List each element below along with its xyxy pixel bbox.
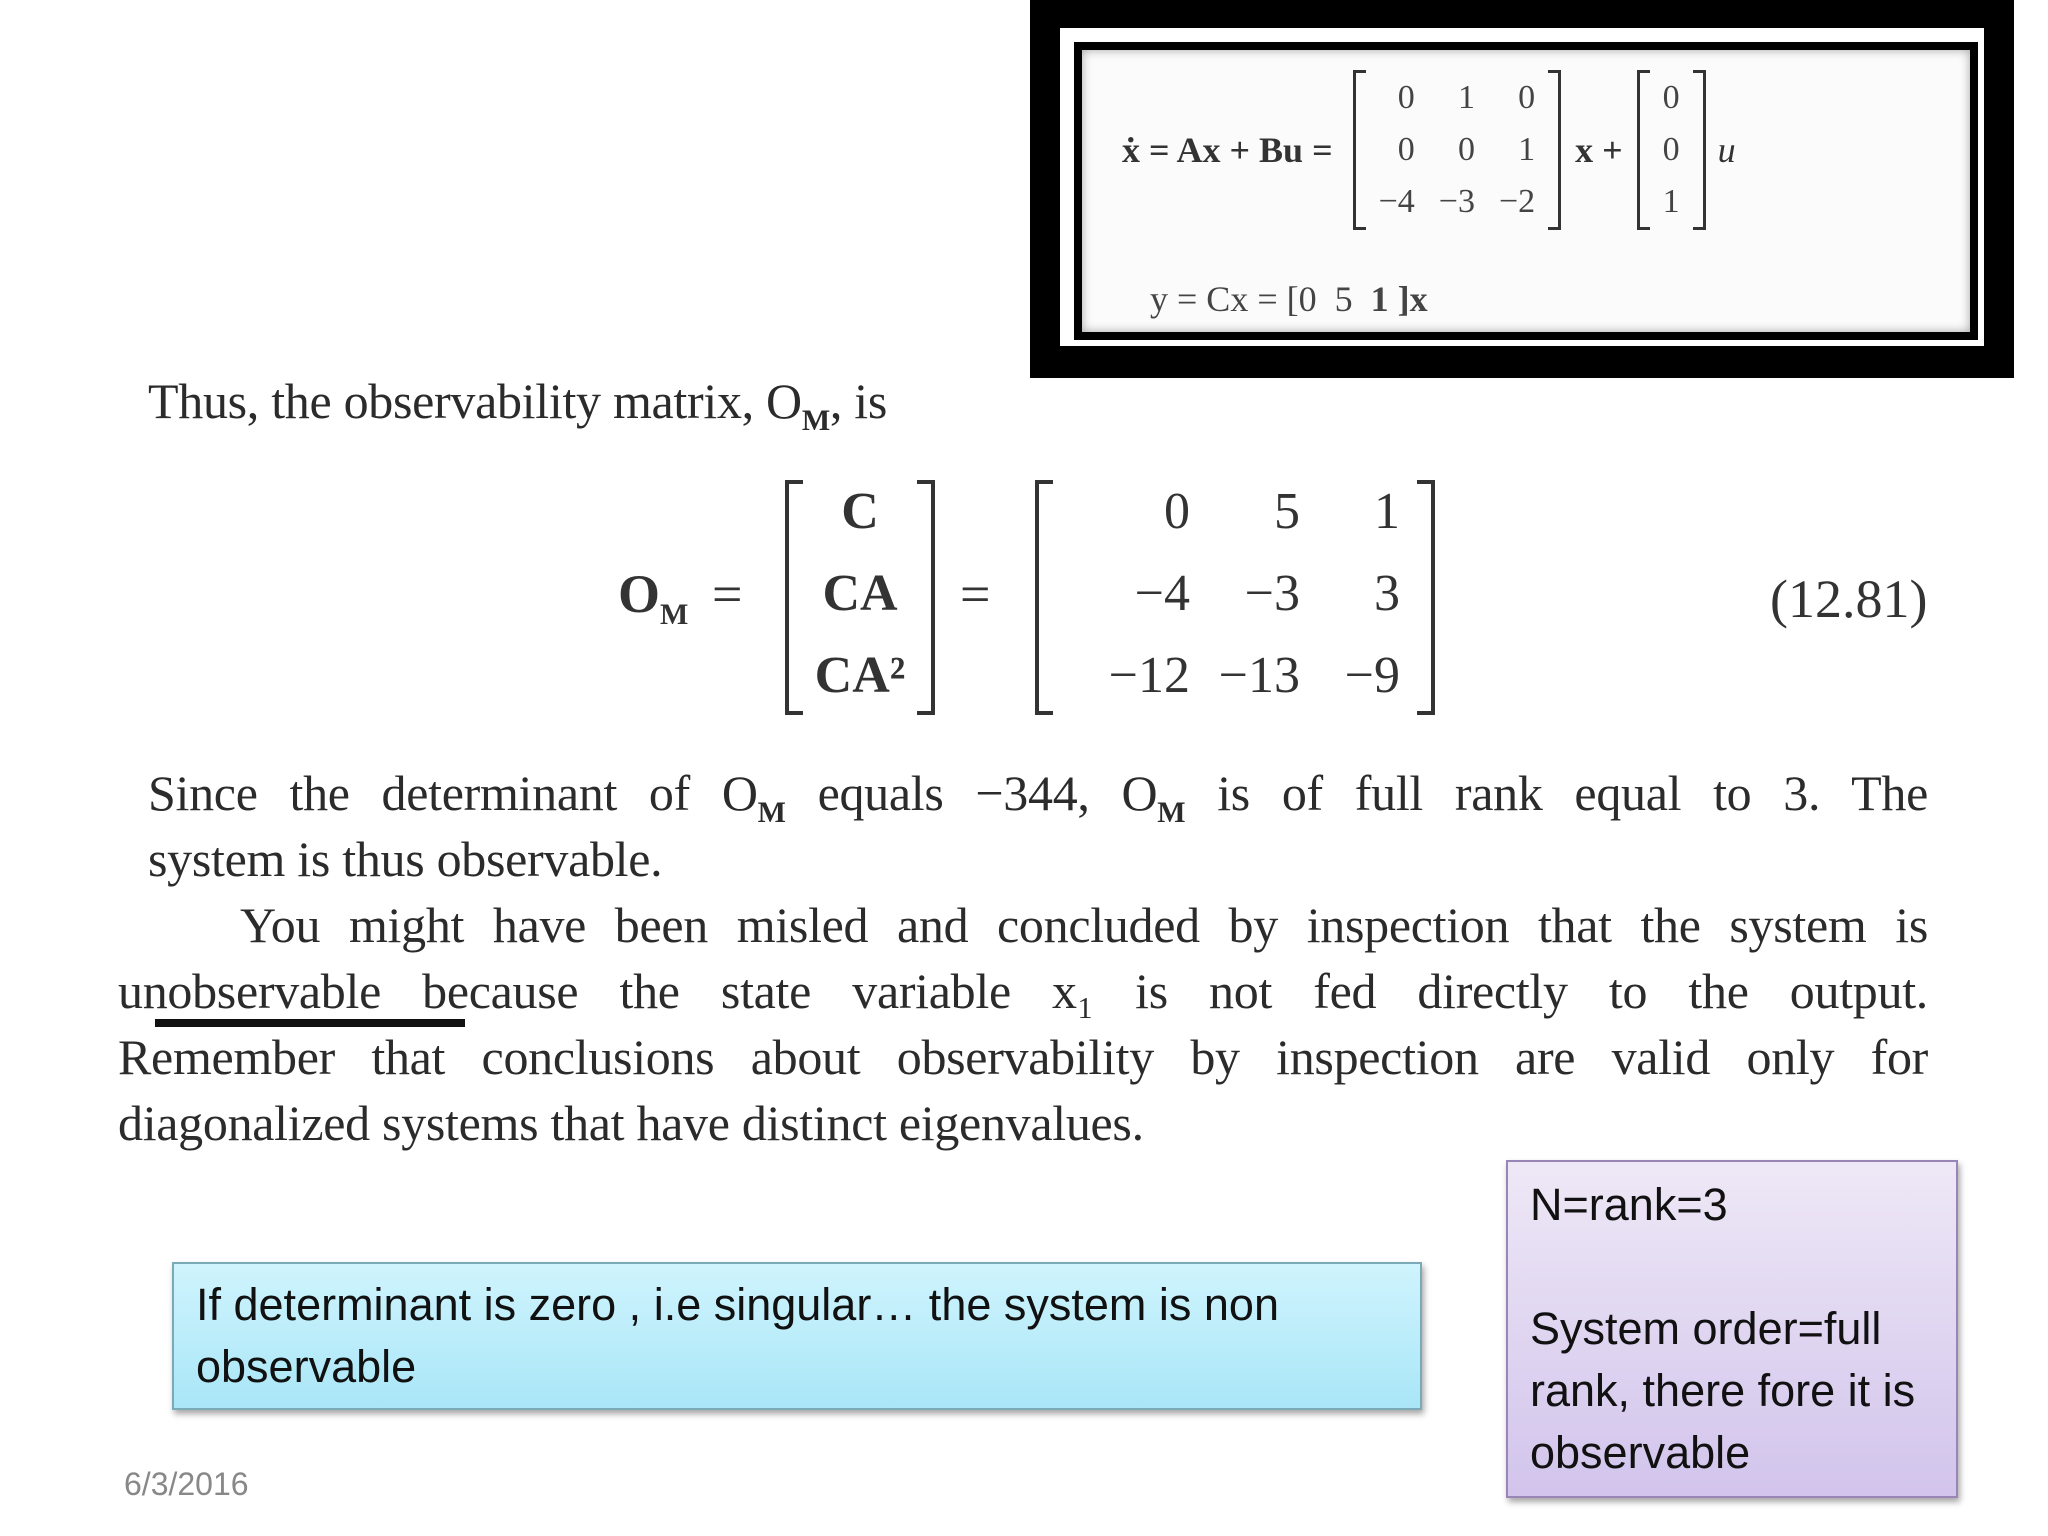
om-row-ca2: CA² bbox=[814, 647, 906, 704]
matrix-b-cell: 0 bbox=[1662, 79, 1680, 116]
om-lhs bbox=[618, 563, 688, 632]
matrix-b bbox=[1637, 70, 1706, 230]
para2-line1: You might have been misled and concluded by inspection that the system is bbox=[240, 897, 1928, 953]
para1-line2: system is thus observable. bbox=[148, 831, 663, 887]
matrix-a-cell: 1 bbox=[1457, 79, 1475, 116]
om-cell: 3 bbox=[1374, 565, 1400, 622]
matrix-a-cell: 0 bbox=[1457, 131, 1475, 168]
para1-text-c: equals −344, O bbox=[785, 765, 1158, 821]
om-cell: 5 bbox=[1274, 483, 1300, 540]
om-symbolic-matrix bbox=[785, 480, 935, 715]
matrix-a-cell: −4 bbox=[1378, 183, 1415, 220]
rank-callout bbox=[1506, 1160, 1958, 1498]
rank-callout-line2: System order=full rank, there fore it is observable bbox=[1530, 1303, 1916, 1478]
om-symbol: O bbox=[618, 564, 661, 624]
equation-frame bbox=[1030, 0, 2014, 378]
equals-sign-1: = bbox=[712, 564, 743, 624]
equation-number: (12.81) bbox=[1770, 569, 1928, 629]
intro-subscript: M bbox=[801, 404, 830, 437]
para1-sub-2: M bbox=[1157, 796, 1186, 829]
matrix-a-cell: −2 bbox=[1498, 183, 1536, 220]
om-cell: −12 bbox=[1108, 647, 1190, 704]
para1-text-a: Since the determinant of O bbox=[148, 765, 758, 821]
matrix-a-cell: 0 bbox=[1518, 79, 1536, 116]
state-equation-row bbox=[1122, 70, 1736, 230]
determinant-callout: If determinant is zero , i.e singular… the system is non observable bbox=[172, 1262, 1422, 1410]
om-cell: −3 bbox=[1244, 565, 1300, 622]
matrix-a bbox=[1353, 70, 1562, 230]
matrix-b-cell: 0 bbox=[1662, 131, 1680, 168]
para1-sub-1: M bbox=[757, 796, 786, 829]
om-cell: −4 bbox=[1134, 565, 1190, 622]
bracket-right bbox=[1417, 480, 1435, 715]
output-eq-c3: 1 ]x bbox=[1370, 279, 1428, 319]
output-equation bbox=[1150, 278, 1428, 320]
intro-text: Thus, the observability matrix, O bbox=[148, 373, 802, 429]
om-row-ca: CA bbox=[822, 565, 898, 622]
om-subscript: M bbox=[660, 598, 689, 631]
x-plus: x + bbox=[1575, 130, 1623, 170]
om-cell: −13 bbox=[1218, 647, 1300, 704]
om-cell: 1 bbox=[1374, 483, 1400, 540]
matrix-b-cell: 1 bbox=[1662, 183, 1680, 220]
para1-text-e: is of full rank equal to 3. The bbox=[1185, 765, 1928, 821]
para2-line3: Remember that conclusions about observability by inspection are valid only for bbox=[118, 1029, 1928, 1085]
footer-date: 6/3/2016 bbox=[124, 1466, 249, 1502]
output-eq-c2: 5 bbox=[1334, 279, 1353, 319]
rank-callout-line1: N=rank=3 bbox=[1530, 1179, 1728, 1230]
para2-line2: unobservable because the state variable x₁ is not fed directly to the output. bbox=[118, 963, 1928, 1019]
om-cell: −9 bbox=[1344, 647, 1400, 704]
para2-line4: diagonalized systems that have distinct eigenvalues. bbox=[118, 1095, 1144, 1151]
bracket-left bbox=[1035, 480, 1053, 715]
matrix-a-cell: 0 bbox=[1397, 79, 1415, 116]
om-cell: 0 bbox=[1164, 483, 1190, 540]
om-numeric-matrix bbox=[1035, 480, 1435, 715]
equals-sign-2: = bbox=[960, 564, 991, 624]
matrix-a-cell: −3 bbox=[1438, 183, 1475, 220]
intro-sentence bbox=[148, 368, 887, 454]
state-space-equation bbox=[1074, 42, 1978, 340]
input-u: u bbox=[1717, 130, 1736, 170]
matrix-a-cell: 0 bbox=[1397, 131, 1415, 168]
intro-end: , is bbox=[829, 373, 888, 429]
output-eq-lhs: y = Cx = [0 bbox=[1150, 279, 1317, 319]
equation-frame-inner bbox=[1060, 28, 1984, 346]
matrix-a-cell: 1 bbox=[1518, 131, 1536, 168]
state-eq-lhs: ẋ = Ax + Bu = bbox=[1122, 130, 1333, 170]
om-row-c: C bbox=[841, 483, 879, 540]
